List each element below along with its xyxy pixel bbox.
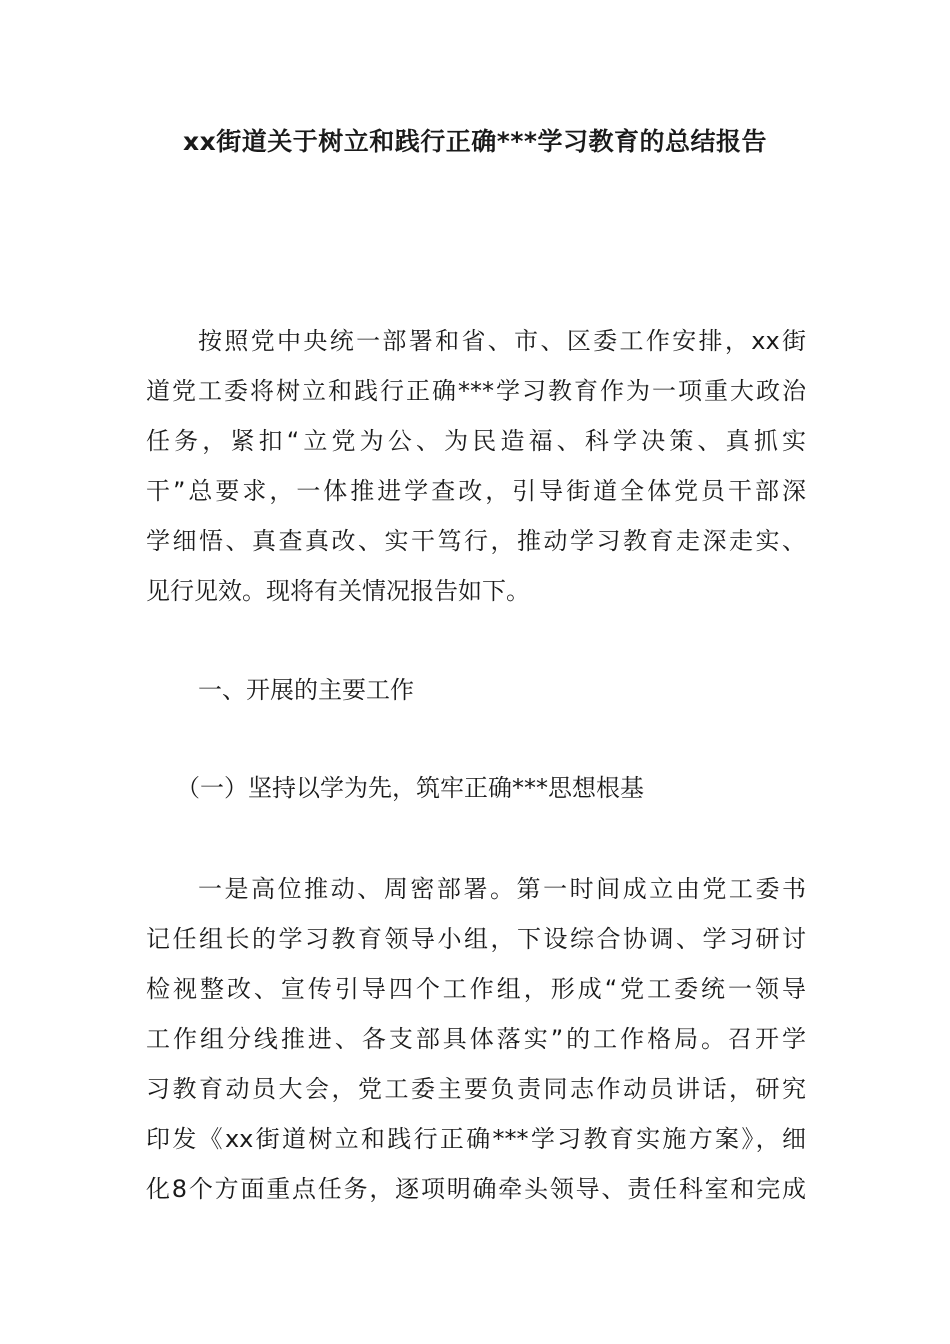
section-heading: 一、开展的主要工作 [198, 676, 414, 704]
paragraph-line: 按照党中央统一部署和省、市、区委工作安排，xx街 [198, 327, 806, 355]
paragraph-line: 检视整改、宣传引导四个工作组，形成“党工委统一领导 [146, 975, 806, 1003]
paragraph-line: 一是高位推动、周密部署。第一时间成立由党工委书 [198, 875, 806, 903]
paragraph-line: 记任组长的学习教育领导小组，下设综合协调、学习研讨 [146, 925, 806, 953]
paragraph-line: 见行见效。现将有关情况报告如下。 [146, 577, 530, 605]
document-title: xx街道关于树立和践行正确***学习教育的总结报告 [183, 127, 767, 156]
paragraph-line: 工作组分线推进、各支部具体落实”的工作格局。召开学 [146, 1025, 806, 1053]
paragraph-line: 任务，紧扣“立党为公、为民造福、科学决策、真抓实 [146, 427, 806, 455]
subsection-heading: （一）坚持以学为先，筑牢正确***思想根基 [176, 774, 644, 802]
paragraph-line: 习教育动员大会，党工委主要负责同志作动员讲话，研究 [146, 1075, 806, 1103]
paragraph-line: 干”总要求，一体推进学查改，引导街道全体党员干部深 [146, 477, 806, 505]
body-paragraph [146, 864, 806, 1214]
paragraph-line: 道党工委将树立和践行正确***学习教育作为一项重大政治 [146, 377, 806, 405]
intro-paragraph [146, 316, 806, 616]
paragraph-line: 学细悟、真查真改、实干笃行，推动学习教育走深走实、 [146, 527, 806, 555]
paragraph-line: 化8个方面重点任务，逐项明确牵头领导、责任科室和完成 [146, 1175, 806, 1203]
paragraph-line: 印发《xx街道树立和践行正确***学习教育实施方案》，细 [146, 1125, 806, 1153]
